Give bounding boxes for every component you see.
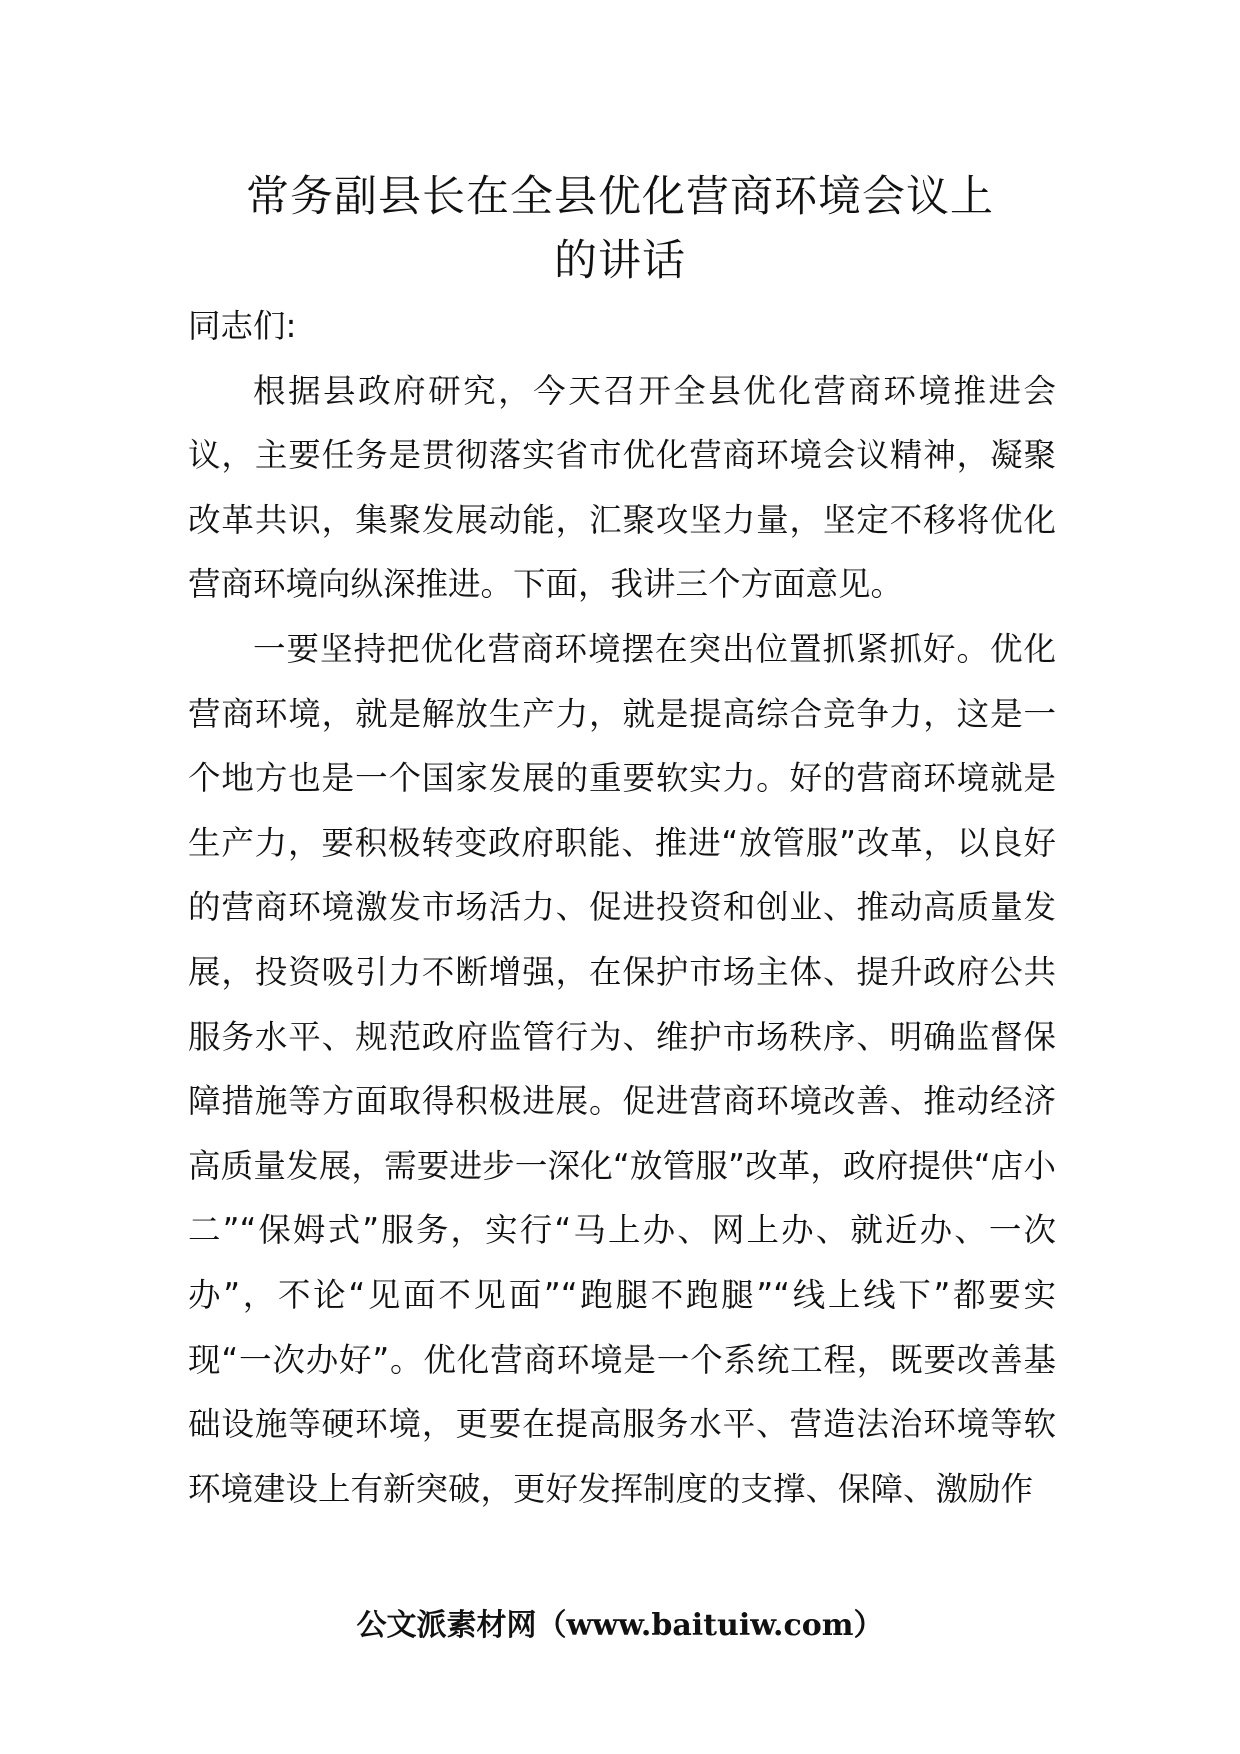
salutation: 同志们: [188, 307, 297, 345]
title-line-1: 常务副县长在全县优化营商环境会议上 [246, 172, 994, 222]
title-line-2: 的讲话 [554, 236, 686, 286]
footer-watermark: 公文派素材网（www.baituiw.com） [356, 1608, 884, 1643]
paragraph-2: 一要坚持把优化营商环境摆在突出位置抓紧抓好。优化营商环境，就是解放生产力，就是提高综合竞争力，这是一个地方也是一个国家发展的重要软实力。好的营商环境就是生产力，要积极转变政府职能、推进“放管服”改革，以良好的营商环境激发市场活力、促进投资和创业、推动高质量发展，投资吸引力不断增强，在保护市场主体、提升政府公共服务水平、规范政府监管行为、维护市场秩序、明确监督保障措施等方面取得积极进展。促进营商环境改善、推动经济高质量发展，需要进步一深化“放管服”改革，政府提供“店小二”“保姆式”服务，实行“马上办、网上办、就近办、一次办”，不论“见面不见面”“跑腿不跑腿”“线上线下”都要实现“一次办好”。优化营商环境是一个系统工程，既要改善基础设施等硬环境，更要在提高服务水平、营造法治环境等软环境建设上有新突破，更好发挥制度的支撑、保障、激励作 [188, 629, 1056, 1508]
document-title [150, 165, 1090, 293]
paragraph-1: 根据县政府研究，今天召开全县优化营商环境推进会议，主要任务是贯彻落实省市优化营商环境会议精神，凝聚改革共识，集聚发展动能，汇聚攻坚力量，坚定不移将优化营商环境向纵深推进。下面，我讲三个方面意见。 [188, 371, 1056, 604]
document-body [188, 294, 1056, 1521]
